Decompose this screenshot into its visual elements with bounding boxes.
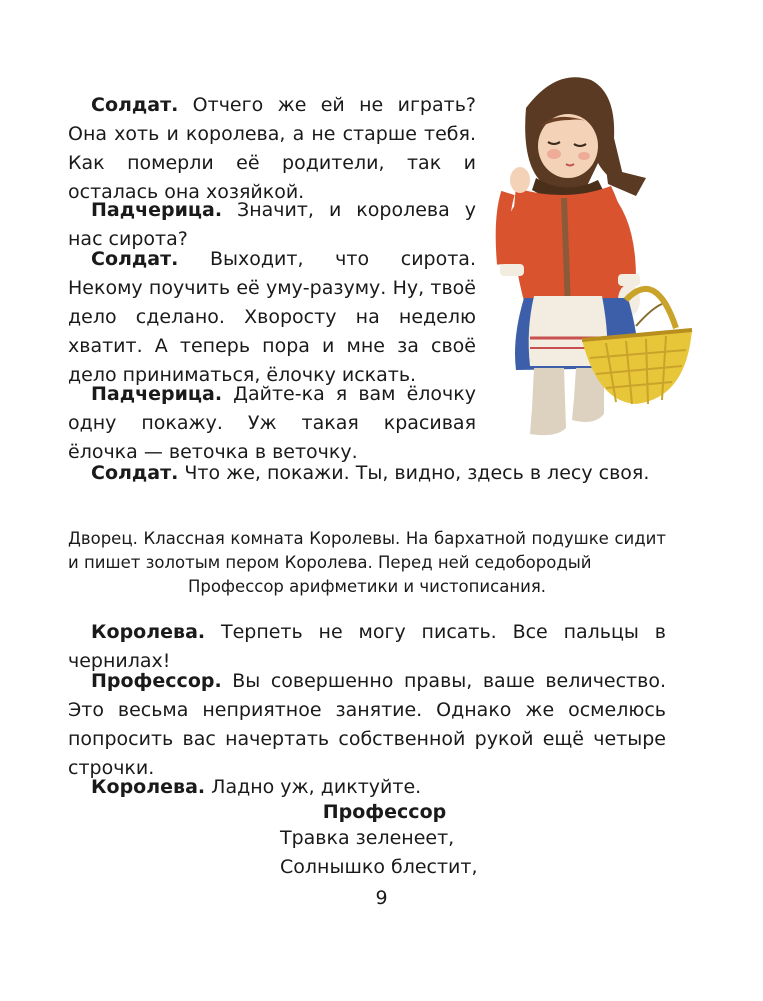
speaker-name: Профессор.	[91, 670, 222, 692]
speaker-name: Королева.	[91, 776, 206, 798]
speaker-name: Королева.	[91, 621, 206, 643]
dialogue-text: Вы совершенно правы, ваше величество. Это весьма неприятное занятие. Однако же осмелюсь попросить вас начертать собственной рукой ещё четыре строчки.	[68, 670, 666, 779]
dialogue-text: Что же, покажи. Ты, видно, здесь в лесу своя.	[184, 462, 650, 484]
speaker-name: Солдат.	[91, 94, 179, 116]
dialogue-paragraph	[68, 91, 476, 207]
speaker-name: Солдат.	[91, 462, 179, 484]
dialogue-paragraph	[68, 667, 666, 783]
dialogue-text: Ладно уж, диктуйте.	[211, 776, 422, 798]
dialogue-paragraph	[68, 380, 476, 467]
dialogue-text: Отчего же ей не играть? Она хоть и королева, а не старше тебя. Как померли её родители, так и осталась она хозяйкой.	[68, 94, 476, 203]
boots-shape	[530, 368, 566, 435]
speaker-name: Падчерица.	[91, 383, 223, 405]
dialogue-text: Значит, и королева у нас сирота?	[68, 199, 476, 250]
verse-line: Травка зеленеет,	[280, 827, 455, 849]
speaker-name: Солдат.	[91, 248, 179, 270]
page-number: 9	[375, 887, 388, 909]
dialogue-paragraph	[68, 459, 666, 488]
dialogue-text: Дайте-ка я вам ёлочку одну покажу. Уж такая красивая ёлочка — веточка в веточку.	[68, 383, 476, 463]
stage-direction	[68, 527, 666, 599]
verse-line: Солнышко блестит,	[280, 856, 478, 878]
dialogue-text: Терпеть не могу писать. Все пальцы в чернилах!	[68, 621, 666, 672]
verse-block	[280, 824, 478, 882]
dialogue-paragraph	[68, 245, 476, 390]
verse-speaker: Профессор	[322, 801, 447, 823]
stage-direction-text: Дворец. Классная комната Королевы. На бархатной подушке сидит и пишет золотым пером Королева. Перед ней седобородый	[68, 529, 666, 572]
girl-with-basket-illustration	[486, 68, 706, 448]
speaker-name: Падчерица.	[91, 199, 223, 221]
stage-direction-text-end: Профессор арифметики и чистописания.	[187, 577, 547, 596]
dialogue-text: Выходит, что сирота. Некому поучить её уму-разуму. Ну, твоё дело сделано. Хворосту на неделю хватит. А теперь пора и мне за своё дело приниматься, ёлочку искать.	[68, 248, 476, 386]
hand-shape	[510, 167, 530, 193]
